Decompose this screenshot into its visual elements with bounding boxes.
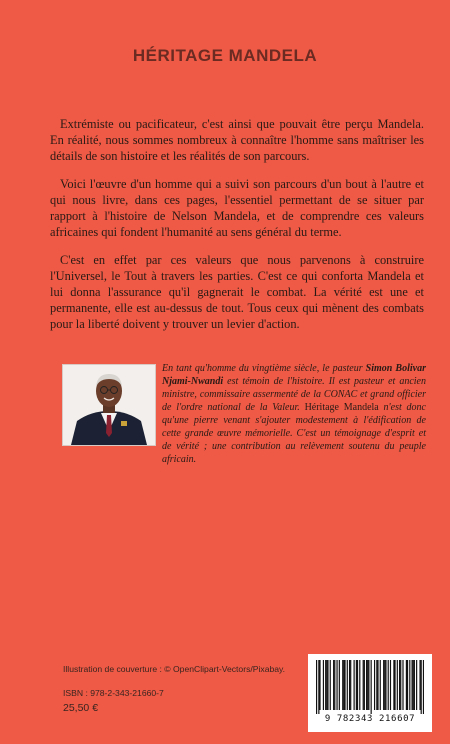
barcode-bars xyxy=(316,660,424,714)
bio-part-3: n'est donc qu'une pierre venant s'ajouter modestement à l'édification de cette grande œuvre mémorielle. C'est un témoignage d'esprit et de vérité ; une contribution au relèvement soutenu du peuple africain. xyxy=(162,402,426,465)
isbn: ISBN : 978-2-343-21660-7 xyxy=(63,688,164,698)
bio-part-1: En tant qu'homme du vingtième siècle, le pasteur xyxy=(162,363,366,374)
book-title: HÉRITAGE MANDELA xyxy=(132,46,318,65)
price: 25,50 € xyxy=(63,702,99,714)
author-portrait-illustration xyxy=(63,365,155,445)
back-cover-text xyxy=(50,116,424,344)
paragraph-2: Voici l'œuvre d'un homme qui a suivi son parcours d'un bout à l'autre et qui nous livre, dans ces pages, l'essentiel permettant de se situer par rapport à l'histoire de Nelson Mandela, et de comprendre ces valeurs africaines qui fondent l'humanité au sens général du terme. xyxy=(50,177,424,239)
barcode xyxy=(308,654,432,732)
paragraph-1: Extrémiste ou pacificateur, c'est ainsi que pouvait être perçu Mandela. En réalité, nous sommes nombreux à connaître l'homme sans maîtriser les détails de son histoire et les réalités de son parcours. xyxy=(50,117,424,163)
bio-part-2: est témoin de l'histoire. Il est pasteur et ancien ministre, commissaire assermenté de la CONAC et grand officier de l'ordre national de la Valeur. xyxy=(162,376,426,413)
author-photo xyxy=(62,364,156,446)
illustration-credit: Illustration de couverture : © OpenClipart-Vectors/Pixabay. xyxy=(63,664,286,674)
author-bio xyxy=(162,362,426,466)
author-name: Simon Bolivar Njami-Nwandi xyxy=(162,363,426,387)
barcode-digits: 9 782343 216607 xyxy=(324,714,416,724)
bio-book-title: Héritage Mandela xyxy=(304,402,379,413)
paragraph-3: C'est en effet par ces valeurs que nous parvenons à construire l'Universel, le Tout à travers les parties. C'est ce qui conforta Mandela et lui donna l'assurance qu'il gagnerait le combat. La vérité est une et permanente, elle est au-dessus de tout. Tous ceux qui mènent des combats pour la liberté doivent y trouver un levier d'action. xyxy=(50,253,424,331)
